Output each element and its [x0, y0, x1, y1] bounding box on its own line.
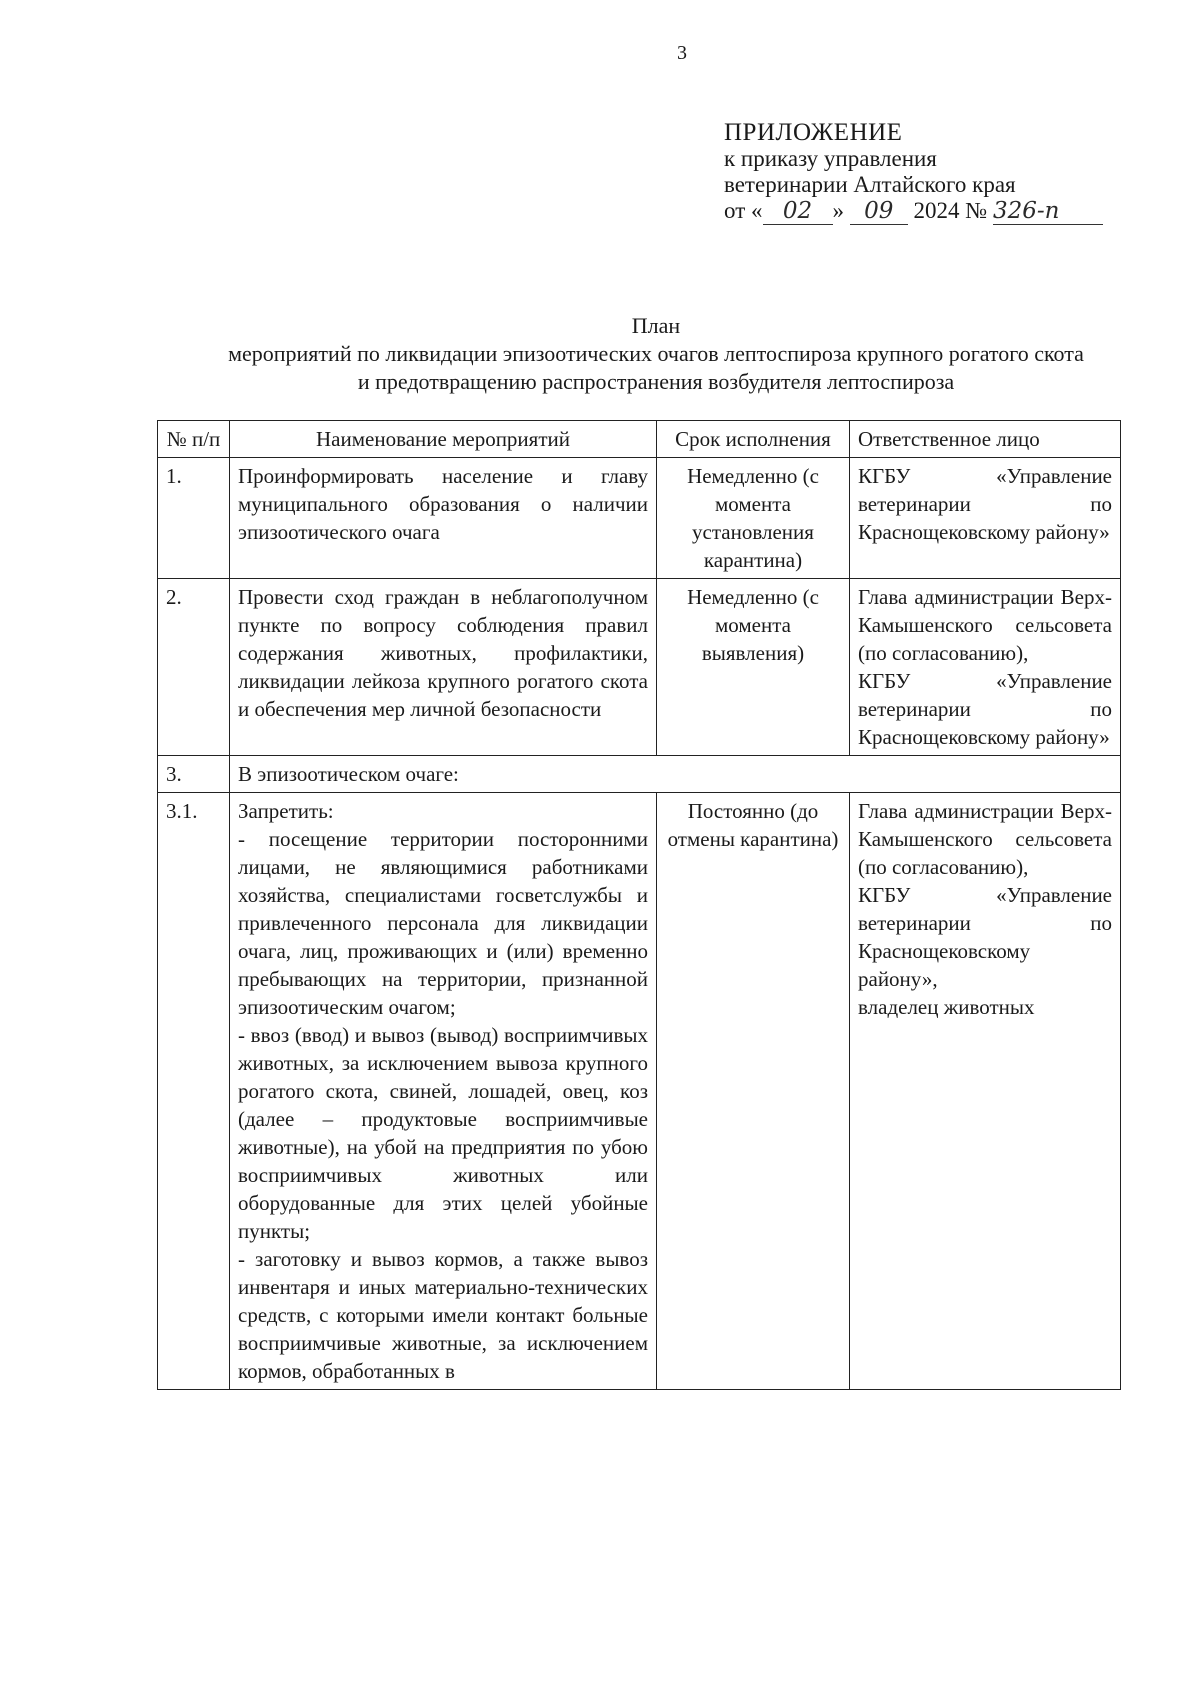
plan-table [157, 420, 1121, 1390]
header-responsible: Ответственное лицо [850, 421, 1121, 458]
plan-title-word: План [631, 313, 681, 338]
table-row [158, 458, 1121, 579]
plan-title-line-2: мероприятий по ликвидации эпизоотических очагов лептоспироза крупного рогатого скота [228, 341, 1084, 366]
responsible-part: Глава администрации Верх-Камышенского сельсовета (по согласованию), [858, 585, 1112, 665]
row-number: 1. [158, 458, 230, 579]
header-number: № п/п [158, 421, 230, 458]
appendix-header [724, 120, 1103, 225]
day-suffix: » [832, 198, 844, 223]
responsible-part: КГБУ «Управление ветеринарии по Краснощековскому району» [858, 669, 1112, 749]
date-prefix: от « [724, 198, 763, 223]
row-action: Провести сход граждан в неблагополучном пункте по вопросу соблюдения правил содержания животных, профилактики, ликвидации лейкоза крупного рогатого скота и обеспечения мер личной безопасности [230, 579, 657, 756]
order-date-line [724, 198, 1103, 225]
responsible-part: владелец животных [858, 995, 1035, 1019]
responsible-part: КГБУ «Управление ветеринарии по Краснощековскому району», [858, 883, 1112, 991]
order-year: 2024 № [913, 198, 988, 223]
row-term: Немедленно (с момента выявления) [657, 579, 850, 756]
handwritten-month: 09 [850, 198, 908, 225]
table-row [158, 793, 1121, 1390]
table-row [158, 756, 1121, 793]
row-responsible [850, 793, 1121, 1390]
page-number: 3 [677, 42, 687, 64]
row-number: 3. [158, 756, 230, 793]
action-item: - посещение территории посторонними лицами, не являющимися работниками хозяйства, специалистами госветслужбы и привлеченного персонала для ликвидации очага, лиц, проживающих и (или) временно пребывающих на территории, признанной эпизоотическим очагом; [238, 827, 648, 1019]
table-row [158, 579, 1121, 756]
row-responsible [850, 579, 1121, 756]
header-action: Наименование мероприятий [230, 421, 657, 458]
row-section-title: В эпизоотическом очаге: [230, 756, 1121, 793]
table-header-row [158, 421, 1121, 458]
header-term: Срок исполнения [657, 421, 850, 458]
row-responsible: КГБУ «Управление ветеринарии по Краснощековскому району» [850, 458, 1121, 579]
responsible-part: Глава администрации Верх-Камышенского сельсовета (по согласованию), [858, 799, 1112, 879]
appendix-line-1: к приказу управления [724, 146, 937, 171]
appendix-line-2: ветеринарии Алтайского края [724, 172, 1016, 197]
action-item: - заготовку и вывоз кормов, а также вывоз инвентаря и иных материально-технических средств, с которыми имели контакт больные восприимчивые животные, за исключением кормов, обработанных в [238, 1247, 648, 1383]
row-number: 3.1. [158, 793, 230, 1390]
row-action: Проинформировать население и главу муниципального образования о наличии эпизоотического очага [230, 458, 657, 579]
action-title: Запретить: [238, 799, 334, 823]
plan-title [0, 312, 1200, 396]
appendix-heading: ПРИЛОЖЕНИЕ [724, 119, 903, 146]
plan-title-line-3: и предотвращению распространения возбудителя лептоспироза [357, 369, 955, 394]
row-number: 2. [158, 579, 230, 756]
action-item: - ввоз (ввод) и вывоз (вывод) восприимчивых животных, за исключением вывоза крупного рогатого скота, свиней, лошадей, овец, коз (далее – продуктовые восприимчивые животные), на убой на предприятия по убою восприимчивых животных или оборудованные для этих целей убойные пункты; [238, 1023, 648, 1243]
row-term: Постоянно (до отмены карантина) [657, 793, 850, 1390]
row-term: Немедленно (с момента установления карантина) [657, 458, 850, 579]
handwritten-order-number: 326-п [993, 198, 1103, 225]
row-action [230, 793, 657, 1390]
handwritten-day: 02 [763, 198, 833, 225]
